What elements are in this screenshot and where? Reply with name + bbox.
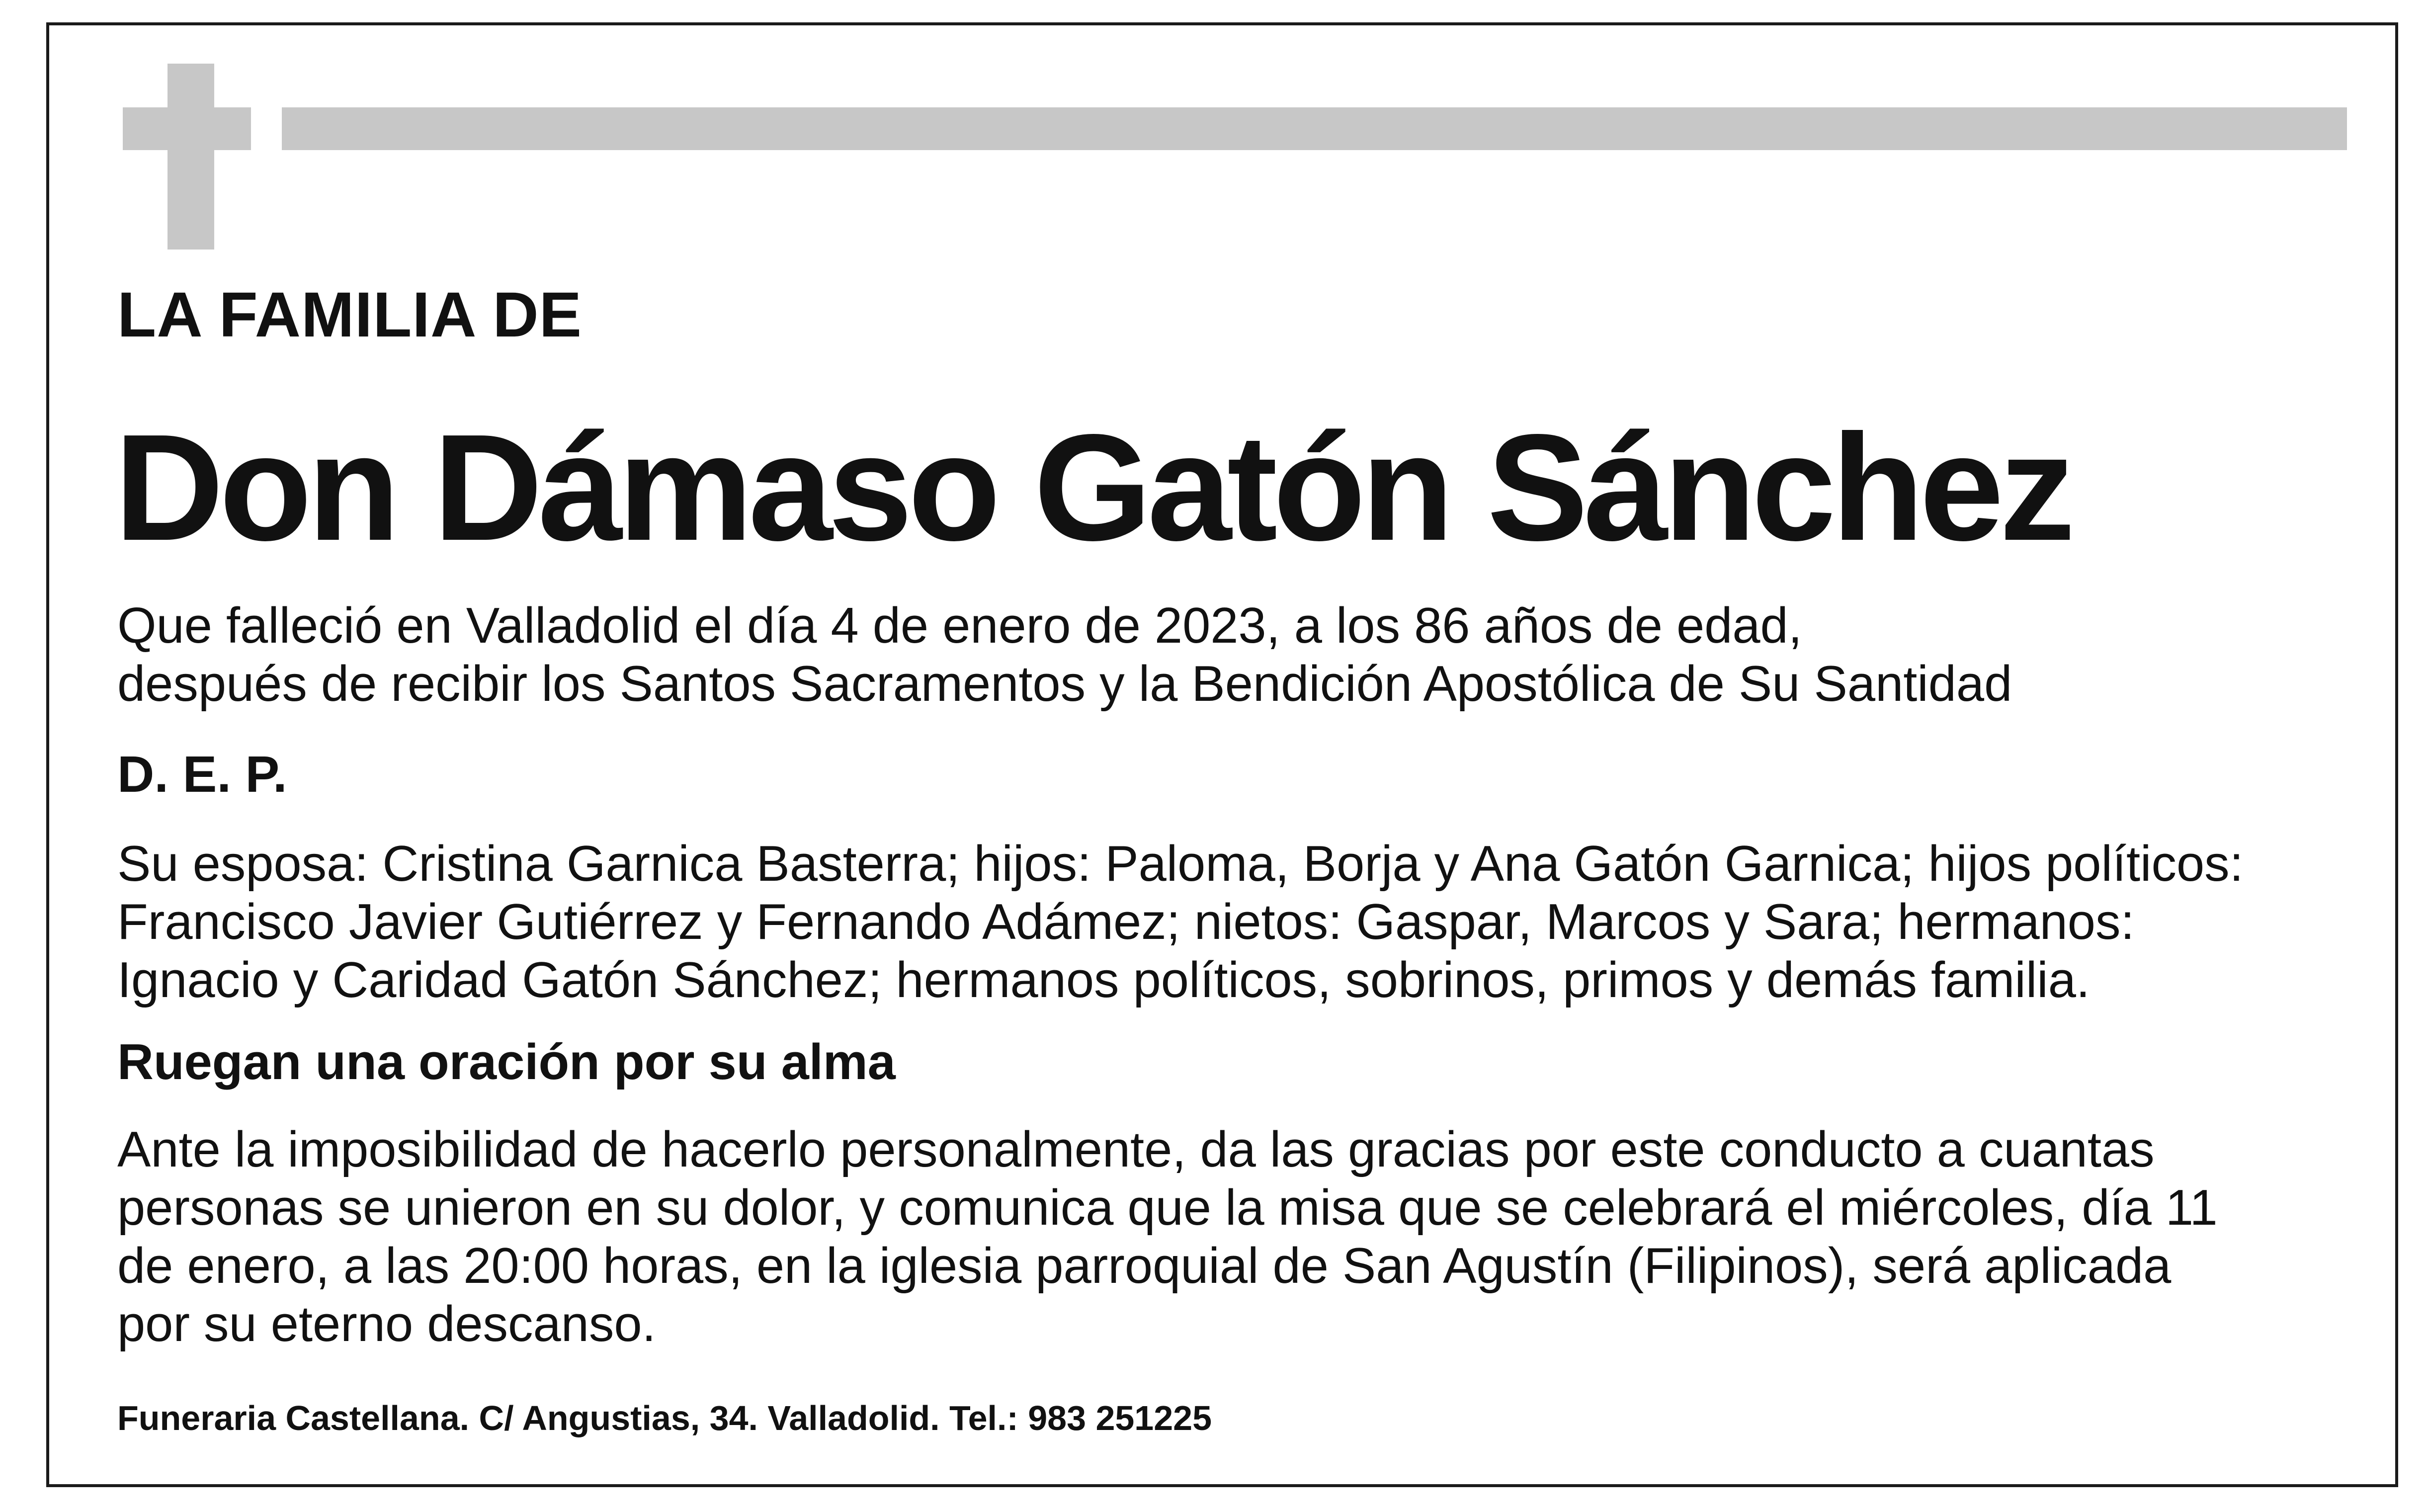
cross-icon [167, 64, 214, 250]
death-details-line: Que falleció en Valladolid el día 4 de enero de 2023, a los 86 años de edad, [117, 598, 1802, 654]
thanks-line: personas se unieron en su dolor, y comunica que la misa que se celebrará el miércoles, día 11 [117, 1180, 2218, 1236]
relatives-line: Francisco Javier Gutiérrez y Fernando Adámez; nietos: Gaspar, Marcos y Sara; hermanos: [117, 894, 2135, 950]
cross-icon-vertical-bar [167, 64, 214, 250]
thanks-line: de enero, a las 20:00 horas, en la iglesia parroquial de San Agustín (Filipinos), será aplicada [117, 1238, 2172, 1294]
deceased-name: Don Dámaso Gatón Sánchez [114, 403, 2071, 572]
thanks-line: por su eterno descanso. [117, 1296, 656, 1352]
rip-label: D. E. P. [117, 746, 287, 803]
relatives-line: Su esposa: Cristina Garnica Basterra; hijos: Paloma, Borja y Ana Gatón Garnica; hijos políticos: [117, 836, 2244, 892]
funeral-home-info: Funeraria Castellana. C/ Angustias, 34. Valladolid. Tel.: 983 251225 [117, 1399, 1212, 1437]
thanks-line: Ante la imposibilidad de hacerlo personalmente, da las gracias por este conducto a cuantas [117, 1122, 2155, 1177]
header-divider-bar [282, 107, 2347, 150]
death-details [117, 597, 2012, 713]
death-details-line: después de recibir los Santos Sacramentos y la Bendición Apostólica de Su Santidad [117, 656, 2012, 712]
prayer-request: Ruegan una oración por su alma [117, 1034, 896, 1090]
cross-icon-crossbar [123, 107, 251, 150]
thanks-paragraph [117, 1121, 2218, 1353]
relatives-line: Ignacio y Caridad Gatón Sánchez; hermanos políticos, sobrinos, primos y demás familia. [117, 952, 2090, 1008]
relatives-list [117, 835, 2244, 1009]
family-label: LA FAMILIA DE [117, 279, 582, 350]
